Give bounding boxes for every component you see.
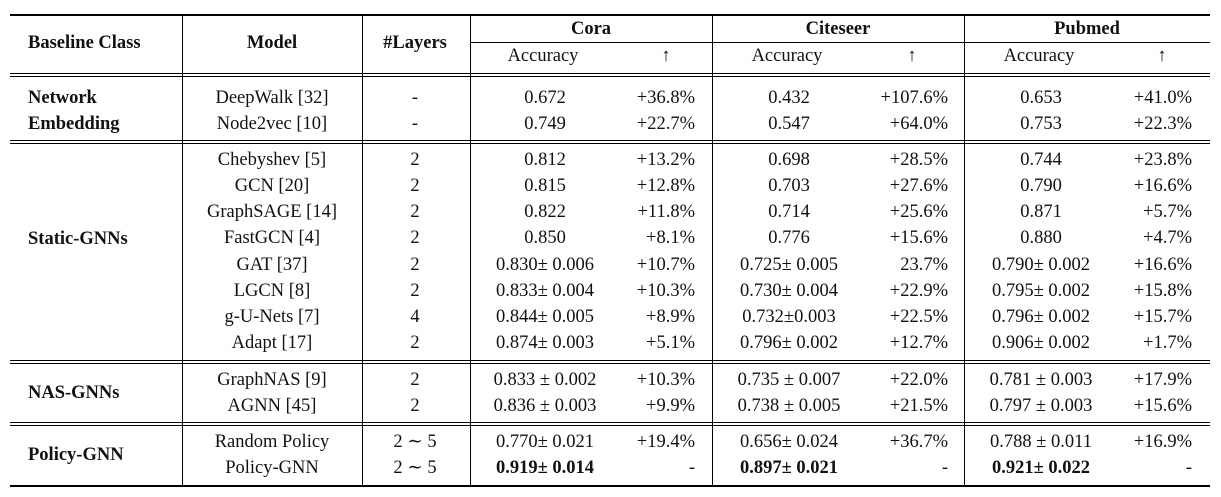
cell-citeseer-improvement: +15.6%: [889, 228, 948, 248]
cell-model: Node2vec [10]: [216, 114, 328, 134]
cell-layers: 2: [410, 333, 420, 353]
cell-pubmed-accuracy: 0.795± 0.002: [991, 281, 1091, 301]
cell-cora-improvement: +9.9%: [646, 396, 695, 416]
cell-cora-improvement: +12.8%: [636, 176, 695, 196]
cell-cora-accuracy: 0.749: [524, 114, 566, 134]
cell-pubmed-improvement: -: [1185, 458, 1192, 478]
cell-cora-improvement: +8.1%: [646, 228, 695, 248]
cell-pubmed-accuracy: 0.796± 0.002: [991, 307, 1091, 327]
cell-citeseer-improvement: +28.5%: [889, 150, 948, 170]
cell-pubmed-improvement: +15.8%: [1133, 281, 1192, 301]
cell-model: DeepWalk [32]: [215, 88, 329, 108]
group-label: Policy-GNN: [28, 445, 124, 465]
group-rule: [10, 140, 1210, 141]
cell-pubmed-improvement: +5.7%: [1143, 202, 1192, 222]
cell-pubmed-accuracy: 0.790: [1020, 176, 1062, 196]
cell-layers: 2: [410, 176, 420, 196]
cell-pubmed-accuracy: 0.880: [1020, 228, 1062, 248]
cell-citeseer-improvement: +27.6%: [889, 176, 948, 196]
cell-pubmed-accuracy: 0.921± 0.022: [991, 458, 1091, 478]
cell-cora-accuracy: 0.815: [524, 176, 566, 196]
cell-pubmed-improvement: +16.9%: [1133, 432, 1192, 452]
cell-layers: 2: [410, 202, 420, 222]
cell-model: GCN [20]: [234, 176, 310, 196]
header-baseline-class: Baseline Class: [28, 33, 141, 53]
cell-layers: 2: [410, 255, 420, 275]
cell-citeseer-improvement: 23.7%: [900, 255, 948, 275]
cell-pubmed-improvement: +4.7%: [1143, 228, 1192, 248]
cell-citeseer-improvement: +12.7%: [889, 333, 948, 353]
cell-pubmed-improvement: +23.8%: [1133, 150, 1192, 170]
group-rule: [10, 422, 1210, 423]
cell-citeseer-accuracy: 0.547: [768, 114, 810, 134]
column-divider: [182, 14, 183, 486]
cell-citeseer-accuracy: 0.714: [768, 202, 810, 222]
cell-cora-accuracy: 0.672: [524, 88, 566, 108]
cell-cora-accuracy: 0.919± 0.014: [495, 458, 595, 478]
column-divider: [362, 14, 363, 486]
cell-pubmed-accuracy: 0.871: [1020, 202, 1062, 222]
header-accuracy: Accuracy: [751, 46, 823, 66]
cell-model: Chebyshev [5]: [217, 150, 327, 170]
top-rule: [10, 14, 1210, 16]
cell-cora-improvement: +10.3%: [636, 370, 695, 390]
cell-model: GAT [37]: [236, 255, 308, 275]
cell-layers: 2: [410, 281, 420, 301]
bottom-rule: [10, 485, 1210, 487]
group-label: NAS-GNNs: [28, 383, 120, 403]
cell-cora-accuracy: 0.836 ± 0.003: [493, 396, 597, 416]
cell-layers: 2: [410, 396, 420, 416]
cell-model: Adapt [17]: [231, 333, 313, 353]
cell-pubmed-improvement: +15.6%: [1133, 396, 1192, 416]
cell-citeseer-accuracy: 0.730± 0.004: [739, 281, 839, 301]
group-label: Network: [28, 88, 97, 108]
cell-citeseer-improvement: +107.6%: [880, 88, 948, 108]
cell-pubmed-improvement: +17.9%: [1133, 370, 1192, 390]
cell-citeseer-improvement: -: [941, 458, 948, 478]
cell-pubmed-improvement: +22.3%: [1133, 114, 1192, 134]
group-rule: [10, 360, 1210, 361]
cell-citeseer-accuracy: 0.732±0.003: [742, 307, 836, 327]
cell-citeseer-improvement: +22.5%: [889, 307, 948, 327]
header-model: Model: [246, 33, 298, 53]
cell-pubmed-accuracy: 0.797 ± 0.003: [989, 396, 1093, 416]
cell-pubmed-accuracy: 0.653: [1020, 88, 1062, 108]
cell-model: GraphNAS [9]: [217, 370, 327, 390]
cell-citeseer-accuracy: 0.725± 0.005: [739, 255, 839, 275]
cell-model: Policy-GNN: [225, 458, 319, 478]
cell-cora-improvement: +22.7%: [636, 114, 695, 134]
header-dataset-cora: Cora: [570, 19, 612, 39]
cell-citeseer-improvement: +22.9%: [889, 281, 948, 301]
group-rule: [10, 143, 1210, 144]
cell-citeseer-improvement: +21.5%: [889, 396, 948, 416]
column-divider: [470, 14, 471, 486]
cell-pubmed-accuracy: 0.753: [1020, 114, 1062, 134]
cell-cora-accuracy: 0.833 ± 0.002: [493, 370, 597, 390]
cell-pubmed-accuracy: 0.788 ± 0.011: [990, 432, 1092, 452]
cell-cora-accuracy: 0.850: [524, 228, 566, 248]
cell-citeseer-accuracy: 0.735 ± 0.007: [737, 370, 841, 390]
cell-pubmed-improvement: +41.0%: [1133, 88, 1192, 108]
cell-cora-improvement: +11.8%: [637, 202, 695, 222]
cell-cora-improvement: +10.7%: [636, 255, 695, 275]
cell-pubmed-accuracy: 0.906± 0.002: [991, 333, 1091, 353]
cell-cora-accuracy: 0.833± 0.004: [495, 281, 595, 301]
cell-pubmed-improvement: +15.7%: [1133, 307, 1192, 327]
cell-model: FastGCN [4]: [223, 228, 321, 248]
cell-layers: 2: [410, 228, 420, 248]
group-label: Embedding: [28, 114, 120, 134]
header-arrow: ↑: [1157, 46, 1167, 66]
column-divider: [712, 14, 713, 486]
header-rule: [10, 73, 1210, 74]
cell-model: GraphSAGE [14]: [207, 202, 337, 222]
cell-cora-improvement: +8.9%: [646, 307, 695, 327]
cell-citeseer-accuracy: 0.698: [768, 150, 810, 170]
cell-cora-improvement: +10.3%: [636, 281, 695, 301]
cell-citeseer-accuracy: 0.897± 0.021: [739, 458, 839, 478]
cell-pubmed-accuracy: 0.744: [1020, 150, 1062, 170]
cell-citeseer-improvement: +64.0%: [889, 114, 948, 134]
cell-cora-improvement: +19.4%: [636, 432, 695, 452]
cell-pubmed-improvement: +16.6%: [1133, 176, 1192, 196]
cell-model: g-U-Nets [7]: [224, 307, 320, 327]
header-accuracy: Accuracy: [507, 46, 579, 66]
cell-pubmed-improvement: +1.7%: [1143, 333, 1192, 353]
header-accuracy: Accuracy: [1003, 46, 1075, 66]
cell-citeseer-accuracy: 0.738 ± 0.005: [737, 396, 841, 416]
cell-citeseer-accuracy: 0.796± 0.002: [739, 333, 839, 353]
cell-pubmed-improvement: +16.6%: [1133, 255, 1192, 275]
cell-cora-accuracy: 0.770± 0.021: [495, 432, 595, 452]
header-arrow: ↑: [907, 46, 917, 66]
cell-model: AGNN [45]: [227, 396, 317, 416]
cell-pubmed-accuracy: 0.790± 0.002: [991, 255, 1091, 275]
dataset-underline: [471, 42, 1210, 43]
header-rule: [10, 76, 1210, 77]
cell-cora-improvement: +5.1%: [646, 333, 695, 353]
cell-cora-accuracy: 0.844± 0.005: [495, 307, 595, 327]
cell-layers: -: [411, 88, 419, 108]
cell-citeseer-improvement: +22.0%: [889, 370, 948, 390]
header-layers: #Layers: [383, 33, 447, 53]
group-rule: [10, 363, 1210, 364]
cell-model: Random Policy: [214, 432, 330, 452]
cell-citeseer-improvement: +25.6%: [889, 202, 948, 222]
header-arrow: ↑: [661, 46, 671, 66]
cell-citeseer-accuracy: 0.432: [768, 88, 810, 108]
cell-layers: 2: [410, 150, 420, 170]
cell-cora-accuracy: 0.812: [524, 150, 566, 170]
cell-layers: 2 ∼ 5: [393, 432, 437, 452]
cell-layers: 4: [410, 307, 420, 327]
group-rule: [10, 425, 1210, 426]
header-dataset-pubmed: Pubmed: [1054, 19, 1120, 39]
cell-cora-accuracy: 0.830± 0.006: [495, 255, 595, 275]
cell-cora-improvement: +13.2%: [636, 150, 695, 170]
cell-cora-improvement: -: [688, 458, 695, 478]
cell-cora-accuracy: 0.822: [524, 202, 566, 222]
group-label: Static-GNNs: [28, 229, 128, 249]
header-dataset-citeseer: Citeseer: [805, 19, 871, 39]
cell-citeseer-accuracy: 0.656± 0.024: [739, 432, 839, 452]
cell-cora-accuracy: 0.874± 0.003: [495, 333, 595, 353]
cell-citeseer-accuracy: 0.776: [768, 228, 810, 248]
cell-model: LGCN [8]: [233, 281, 311, 301]
cell-layers: -: [411, 114, 419, 134]
cell-cora-improvement: +36.8%: [636, 88, 695, 108]
column-divider: [964, 14, 965, 486]
cell-layers: 2 ∼ 5: [393, 458, 437, 478]
cell-layers: 2: [410, 370, 420, 390]
cell-citeseer-accuracy: 0.703: [768, 176, 810, 196]
cell-pubmed-accuracy: 0.781 ± 0.003: [989, 370, 1093, 390]
cell-citeseer-improvement: +36.7%: [889, 432, 948, 452]
